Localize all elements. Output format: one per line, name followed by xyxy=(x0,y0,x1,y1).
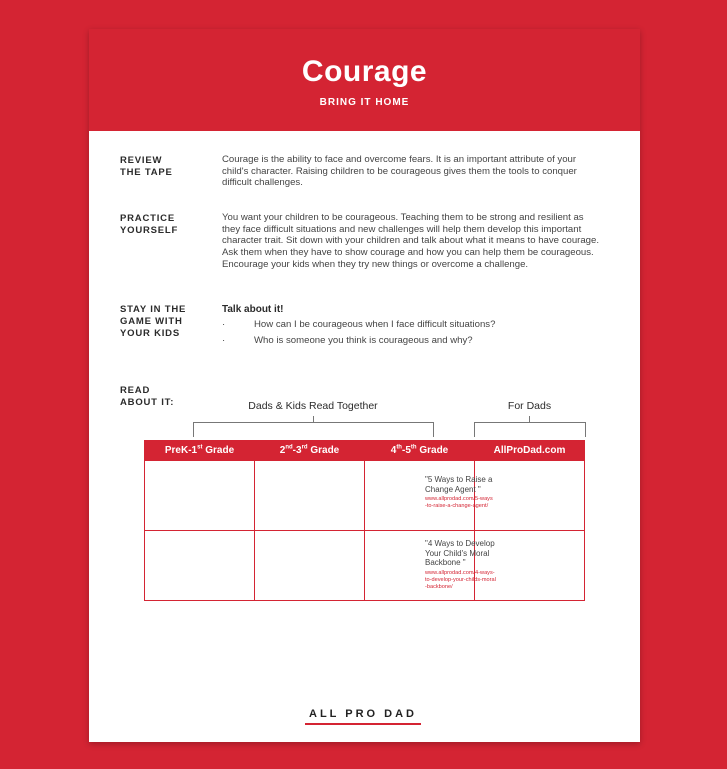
review-label: REVIEW THE TAPE xyxy=(120,155,173,178)
page-subtitle: BRING IT HOME xyxy=(319,97,410,108)
table-divider xyxy=(145,530,584,531)
group-label-together: Dads & Kids Read Together xyxy=(248,400,378,412)
logo-underline xyxy=(305,723,421,725)
read-label: READ ABOUT IT: xyxy=(120,385,175,408)
header-banner xyxy=(89,29,640,131)
article-title: "5 Ways to Raise a Change Agent " xyxy=(425,475,493,494)
bullet-dot-icon: · xyxy=(222,319,226,330)
practice-label: PRACTICE YOURSELF xyxy=(120,213,179,236)
group-label-dads: For Dads xyxy=(507,400,552,412)
talk-heading: Talk about it! xyxy=(222,304,284,315)
article-url[interactable]: www.allprodad.com/4-ways- to-develop-your-childs-moral -backbone/ xyxy=(425,569,496,590)
col-header-4-5: 4th-5th Grade xyxy=(390,444,449,456)
practice-text: You want your children to be courageous. Teaching them to be strong and resilient as they face difficult situations and new challenges will help them develop this important character trait. Sit down with your children and talk about what it means to have courage. Ask them when they have to show courage and how you can help them be courageous. Encourage your kids when they try new things or overcome a challenge. xyxy=(222,212,600,270)
page-title: Courage xyxy=(301,55,428,88)
review-text: Courage is the ability to face and overcome fears. It is an important attribute of your child's character. Raising children to be courageous gives them the tools to conquer difficult challenges. xyxy=(222,154,577,189)
all-pro-dad-logo xyxy=(305,708,421,725)
article-url[interactable]: www.allprodad.com/5-ways -to-raise-a-change-agent/ xyxy=(425,496,493,509)
worksheet-page xyxy=(89,29,640,742)
bullet-text: Who is someone you think is courageous and why? xyxy=(254,335,473,346)
bullet-text: How can I be courageous when I face difficult situations? xyxy=(254,319,496,330)
table-divider xyxy=(364,441,365,600)
col-header-prek1: PreK-1st Grade xyxy=(164,444,235,456)
bracket-stem xyxy=(529,416,530,422)
table-divider xyxy=(254,441,255,600)
article-link-1[interactable] xyxy=(425,475,527,510)
article-title: "4 Ways to Develop Your Child's Moral Backbone " xyxy=(425,539,495,567)
stay-label: STAY IN THE GAME WITH YOUR KIDS xyxy=(120,304,187,339)
article-link-2[interactable] xyxy=(425,539,527,591)
bracket-dads xyxy=(474,422,586,437)
bullet-dot-icon: · xyxy=(222,335,226,346)
bracket-together xyxy=(193,422,434,437)
col-header-2-3: 2nd-3rd Grade xyxy=(279,444,340,456)
bracket-stem xyxy=(313,416,314,422)
col-header-allprodad: AllProDad.com xyxy=(493,445,566,456)
logo-text: ALL PRO DAD xyxy=(309,708,417,720)
